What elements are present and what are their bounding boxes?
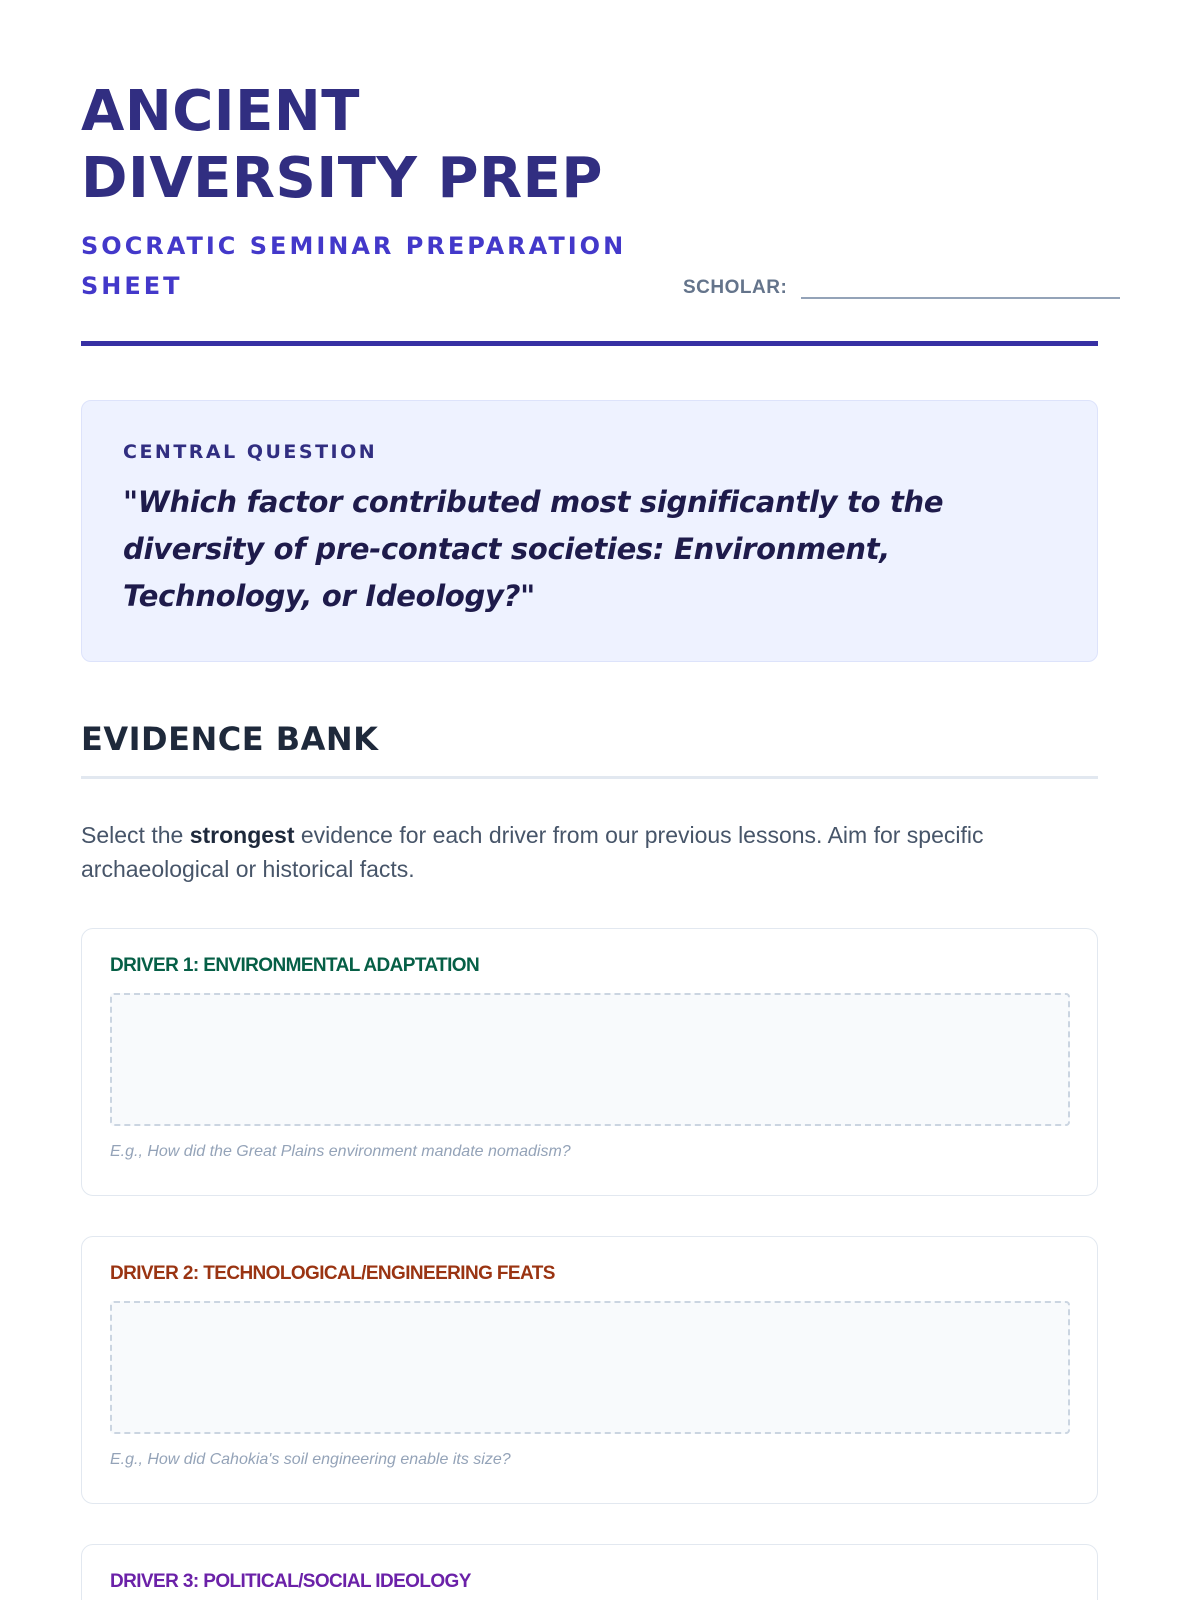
- central-question-box: [81, 400, 1098, 662]
- central-question-label: CENTRAL QUESTION: [123, 441, 378, 463]
- central-question-text: "Which factor contributed most significantly to the diversity of pre-contact societies: Environment, Technology, or Ideology?": [123, 485, 944, 613]
- instructions-emphasis: strongest: [189, 822, 295, 848]
- worksheet-header: [81, 0, 1098, 346]
- scholar-label: SCHOLAR:: [683, 277, 788, 298]
- instructions-text-start: Select the: [81, 822, 190, 848]
- driver-evidence-input[interactable]: [110, 993, 1070, 1126]
- driver-card-ideology: [81, 1544, 1098, 1600]
- driver-card-environment: [81, 928, 1098, 1196]
- driver-evidence-input[interactable]: [110, 1301, 1070, 1434]
- driver-title: DRIVER 3: POLITICAL/SOCIAL IDEOLOGY: [110, 1571, 471, 1592]
- evidence-bank-instructions: [81, 818, 1098, 886]
- evidence-bank-heading: EVIDENCE BANK: [81, 720, 1098, 779]
- scholar-name-input[interactable]: [801, 272, 1120, 299]
- driver-hint: E.g., How did the Great Plains environment mandate nomadism?: [110, 1143, 571, 1160]
- worksheet-subtitle: SOCRATIC SEMINAR PREPARATION SHEET: [81, 232, 627, 300]
- title-line-1: ANCIENT: [81, 79, 360, 144]
- driver-card-technology: [81, 1236, 1098, 1504]
- title-line-2: DIVERSITY PREP: [81, 146, 603, 211]
- driver-title: DRIVER 1: ENVIRONMENTAL ADAPTATION: [110, 955, 480, 976]
- instructions-text-end: evidence for each driver from our previous lessons. Aim for specific archaeological or historical facts.: [81, 822, 984, 882]
- worksheet-title: [81, 78, 1098, 212]
- scholar-field: [683, 272, 1120, 299]
- driver-title: DRIVER 2: TECHNOLOGICAL/ENGINEERING FEATS: [110, 1263, 555, 1284]
- driver-hint: E.g., How did Cahokia's soil engineering enable its size?: [110, 1451, 511, 1468]
